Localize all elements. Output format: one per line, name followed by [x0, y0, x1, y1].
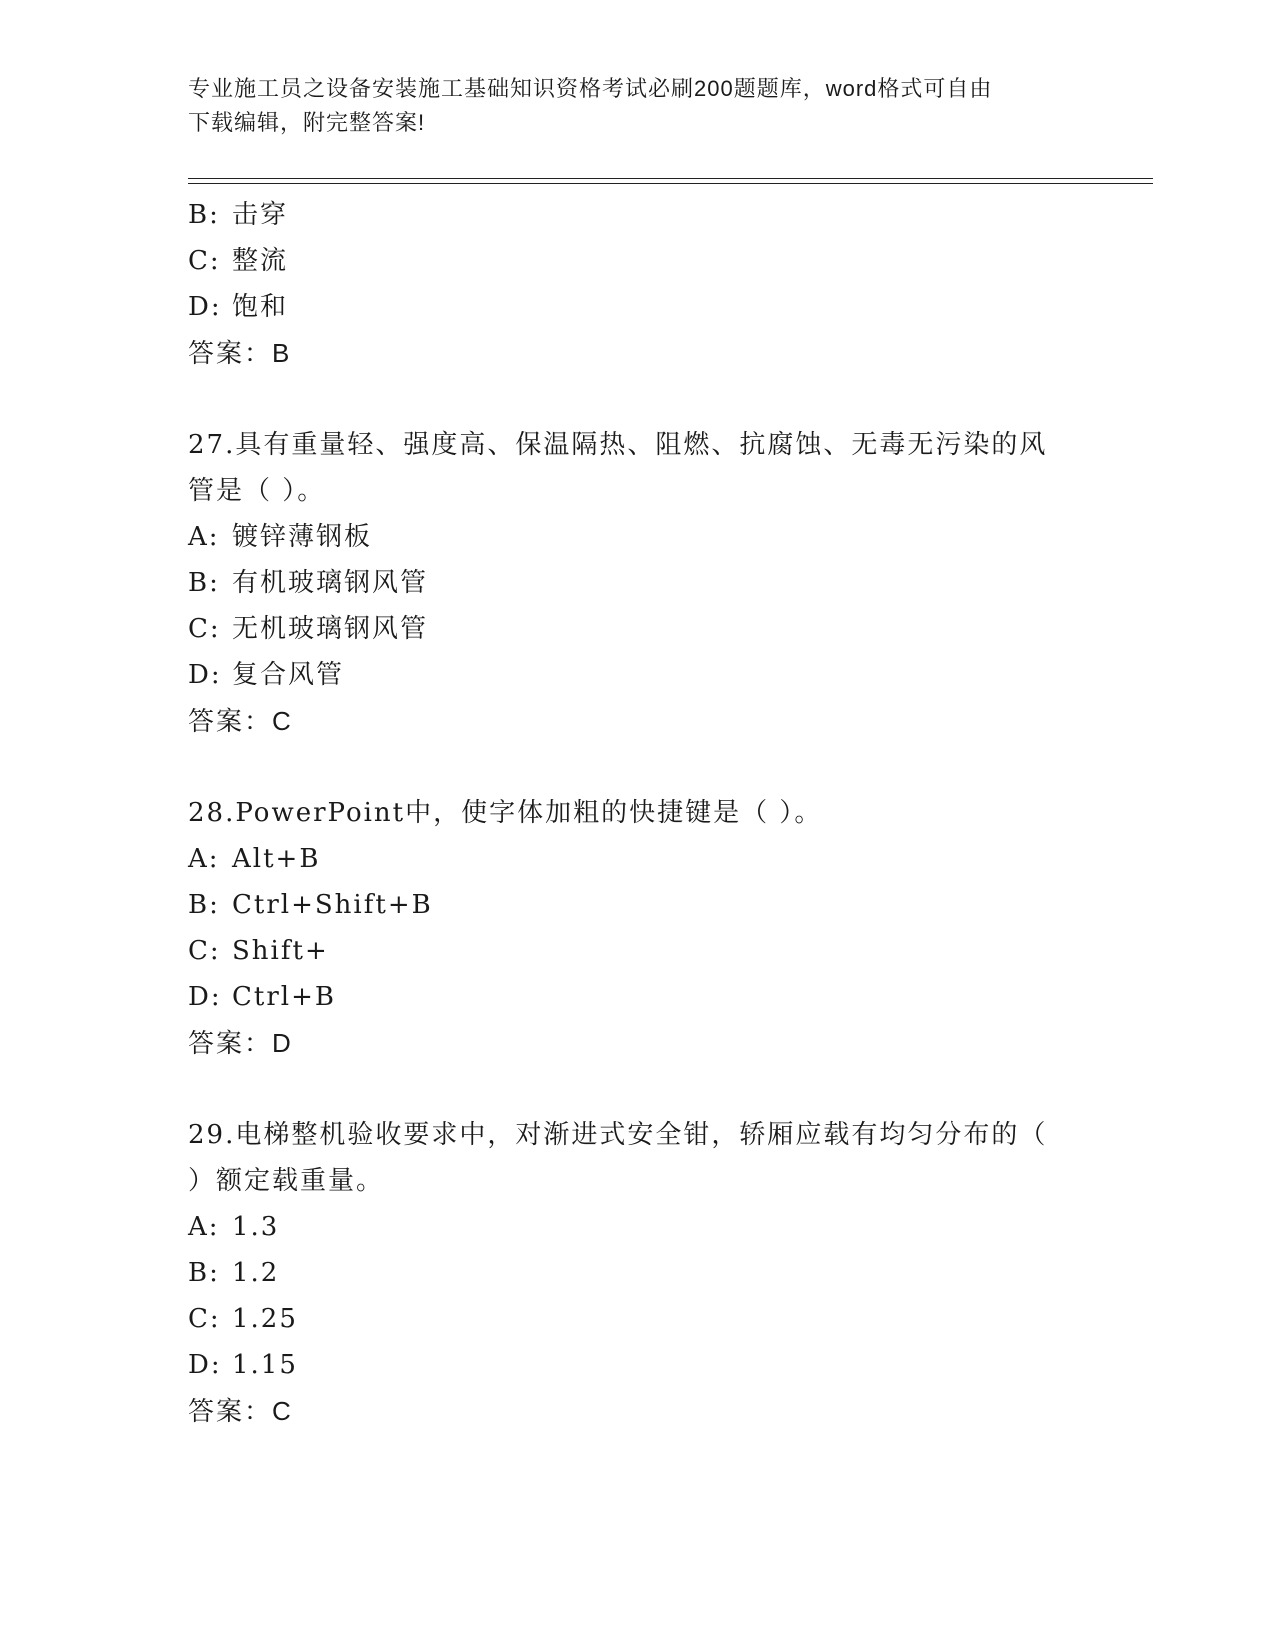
- question-stem-line: 管是（ ）。: [188, 476, 326, 506]
- option-letter: C:: [188, 614, 221, 644]
- option-letter: B:: [188, 568, 220, 598]
- option-letter: A:: [188, 522, 220, 552]
- option-letter: C:: [188, 936, 221, 966]
- option-letter: B:: [188, 890, 220, 920]
- option-b: [188, 192, 1088, 238]
- answer-line: 答案：C: [188, 706, 293, 736]
- option-b: [188, 882, 1088, 928]
- option-c: [188, 238, 1088, 284]
- option-text: 击穿: [232, 200, 289, 230]
- option-letter: A:: [188, 1212, 220, 1242]
- option-b: [188, 560, 1088, 606]
- option-d: [188, 284, 1088, 330]
- answer-line: 答案：D: [188, 1028, 293, 1058]
- option-text: Ctrl+B: [232, 982, 336, 1012]
- option-letter: B:: [188, 1258, 220, 1288]
- option-c: [188, 928, 1088, 974]
- option-a: [188, 514, 1088, 560]
- answer-line: 答案：C: [188, 1396, 293, 1426]
- option-text: 1.25: [232, 1304, 298, 1334]
- option-letter: D:: [188, 1350, 222, 1380]
- option-text: Alt+B: [232, 844, 321, 874]
- option-text: 有机玻璃钢风管: [232, 568, 429, 598]
- question-stem-line: 27.具有重量轻、强度高、保温隔热、阻燃、抗腐蚀、无毒无污染的风: [188, 430, 1048, 460]
- header-line-2: 下载编辑，附完整答案!: [188, 110, 426, 135]
- spacer: [188, 744, 1088, 790]
- question-stem-line: 29.电梯整机验收要求中，对渐进式安全钳，轿厢应载有均匀分布的（: [188, 1120, 1048, 1150]
- header-divider-bottom: [188, 183, 1153, 184]
- option-d: [188, 974, 1088, 1020]
- option-b: [188, 1250, 1088, 1296]
- option-letter: C:: [188, 246, 221, 276]
- option-text: 复合风管: [232, 660, 345, 690]
- option-letter: D:: [188, 982, 222, 1012]
- option-c: [188, 606, 1088, 652]
- option-letter: C:: [188, 1304, 221, 1334]
- option-a: [188, 836, 1088, 882]
- option-text: 饱和: [232, 292, 289, 322]
- question-26-continued: [188, 192, 1088, 376]
- answer-line: 答案：B: [188, 338, 292, 368]
- header-divider-top: [188, 178, 1153, 179]
- option-text: Ctrl+Shift+B: [232, 890, 433, 920]
- option-text: 整流: [232, 246, 289, 276]
- option-d: [188, 1342, 1088, 1388]
- spacer: [188, 376, 1088, 422]
- option-text: 镀锌薄钢板: [232, 522, 373, 552]
- document-header: [188, 72, 1088, 140]
- question-29: [188, 1112, 1088, 1434]
- option-c: [188, 1296, 1088, 1342]
- option-text: 无机玻璃钢风管: [232, 614, 429, 644]
- spacer: [188, 1066, 1088, 1112]
- question-27: [188, 422, 1088, 744]
- option-text: 1.3: [232, 1212, 280, 1242]
- option-text: 1.15: [232, 1350, 298, 1380]
- header-line-1: 专业施工员之设备安装施工基础知识资格考试必刷200题题库，word格式可自由: [188, 76, 993, 101]
- option-a: [188, 1204, 1088, 1250]
- option-text: 1.2: [232, 1258, 280, 1288]
- question-stem-line: ）额定载重量。: [188, 1166, 385, 1196]
- option-letter: B:: [188, 200, 220, 230]
- question-28: [188, 790, 1088, 1066]
- option-letter: D:: [188, 292, 222, 322]
- option-letter: A:: [188, 844, 220, 874]
- question-stem-line: 28.PowerPoint中，使字体加粗的快捷键是（ ）。: [188, 798, 823, 828]
- question-content: [188, 192, 1088, 1434]
- option-letter: D:: [188, 660, 222, 690]
- option-d: [188, 652, 1088, 698]
- option-text: Shift+: [232, 936, 329, 966]
